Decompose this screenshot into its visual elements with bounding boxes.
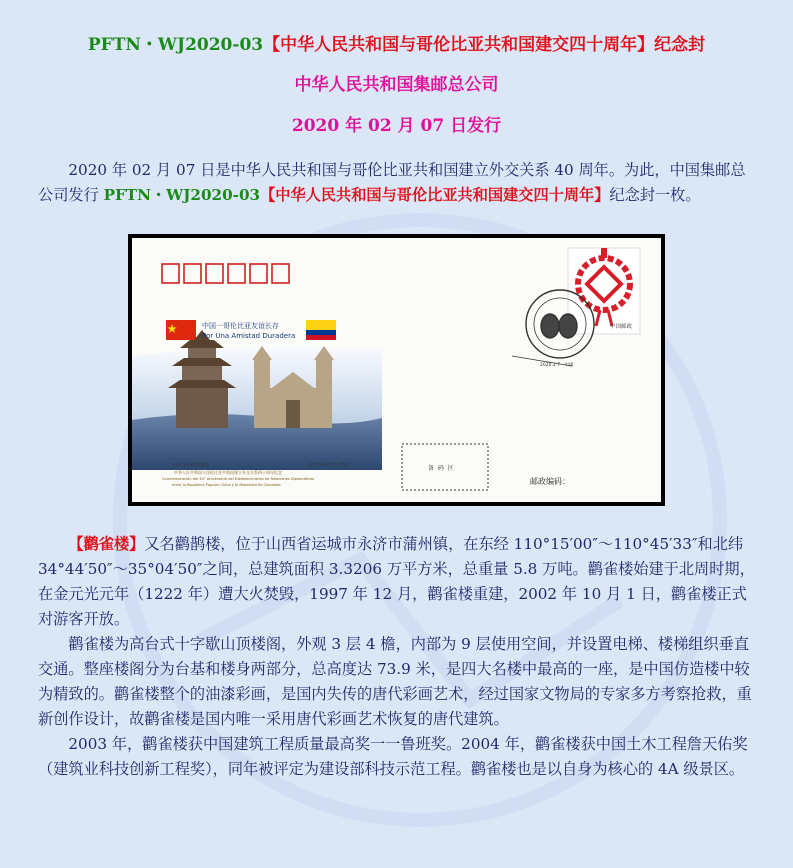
caption-left: 中国·山西永济鹳雀楼 [172,462,210,467]
page-title [0,30,793,55]
colombia-flag-icon [306,320,336,340]
issue-title: 【中华人民共和国与哥伦比亚共和国建交四十周年】纪念封 [263,35,706,55]
publisher-line: 中华人民共和国集邮总公司 [294,75,499,95]
stamp-label: 中国邮政 [610,324,633,330]
intro-title: 【中华人民共和国与哥伦比亚共和国建交四十周年】 [260,186,610,204]
issue-date: 2020 年 02 月 07 日发行 [291,116,502,136]
intro-paragraph: 2020 年 02 月 07 日是中华人民共和国与哥伦比亚共和国建立外交关系 40 周年。为此，中国集邮总公司发行 PFTN・WJ2020-03【中华人民共和国与哥伦比亚共和国建交四十周年】纪念封一枚。 [38,161,746,204]
paragraph-1: 【鹳雀楼】又名鹳鹊楼，位于山西省运城市永济市蒲州镇，在东经 110°15′00″～110°45′33″和北纬 34°44′50″～35°04′50″之间，总建筑面积 3.3206 万平方米，总重量 5.8 万吨。鹳雀楼始建于北周时期，在金元光元年（1222 年）遭大火焚毁，1997 年 12 月，鹳雀楼重建，2002 年 10 月 1 日，鹳雀楼正式对游客开放。 [38,535,755,628]
cover-banner-cn: 中国一哥伦比亚友谊长存 [202,322,279,330]
postcode-boxes [162,264,289,283]
remark-box-label: 备 码 区 [428,465,454,472]
caption-title: 中华人民共和国与哥伦比亚共和国建立外交关系四十周年纪念 [174,470,282,475]
body-paragraphs [38,532,760,782]
issue-code: PFTN・WJ2020-03 [87,35,264,55]
paragraph-3: 2003 年，鹳雀楼获中国建筑工程质量最高奖一一鲁班奖。2004 年，鹳雀楼获中国土木工程詹天佑奖（建筑业科技创新工程奖），同年被评定为建设部科技示范工程。鹳雀楼也是以自身为核心的 4A 级景区。 [38,735,748,778]
caption-es-1: Conmemoración del 40° Aniversario del Establecimiento de Relaciones Diplomáticas [162,477,315,481]
commemorative-cover-image [128,234,665,506]
cover-banner-es: Por Una Amistad Duradera [202,332,296,340]
postcode-label: 邮政编码： [530,477,570,486]
postmark-date: 2020.2.7 · 中国 [540,363,574,368]
caption-right: 哥伦比亚·波哥大大教堂 [308,462,350,467]
paragraph-2: 鹳雀楼为高台式十字歇山顶楼阁，外观 3 层 4 檐，内部为 9 层使用空间，并设置电梯、楼梯组织垂直交通。整座楼阁分为台基和楼身两部分，总高度达 73.9 米，是四大名楼中最高的一座，是中国仿造楼中较为精致的。鹳雀楼整个的油漆彩画，是国内失传的唐代彩画艺术，经过国家文物局的专家多方考察抢救，重新创作设计，故鹳雀楼是国内唯一采用唐代彩画艺术恢复的唐代建筑。 [38,635,752,728]
china-flag-icon [166,320,196,340]
caption-es-2: entre la República Popular China y la República de Colombia [172,483,281,487]
intro-code: PFTN・WJ2020-03 [103,186,261,204]
paragraph-lead: 【鹳雀楼】 [68,535,145,553]
